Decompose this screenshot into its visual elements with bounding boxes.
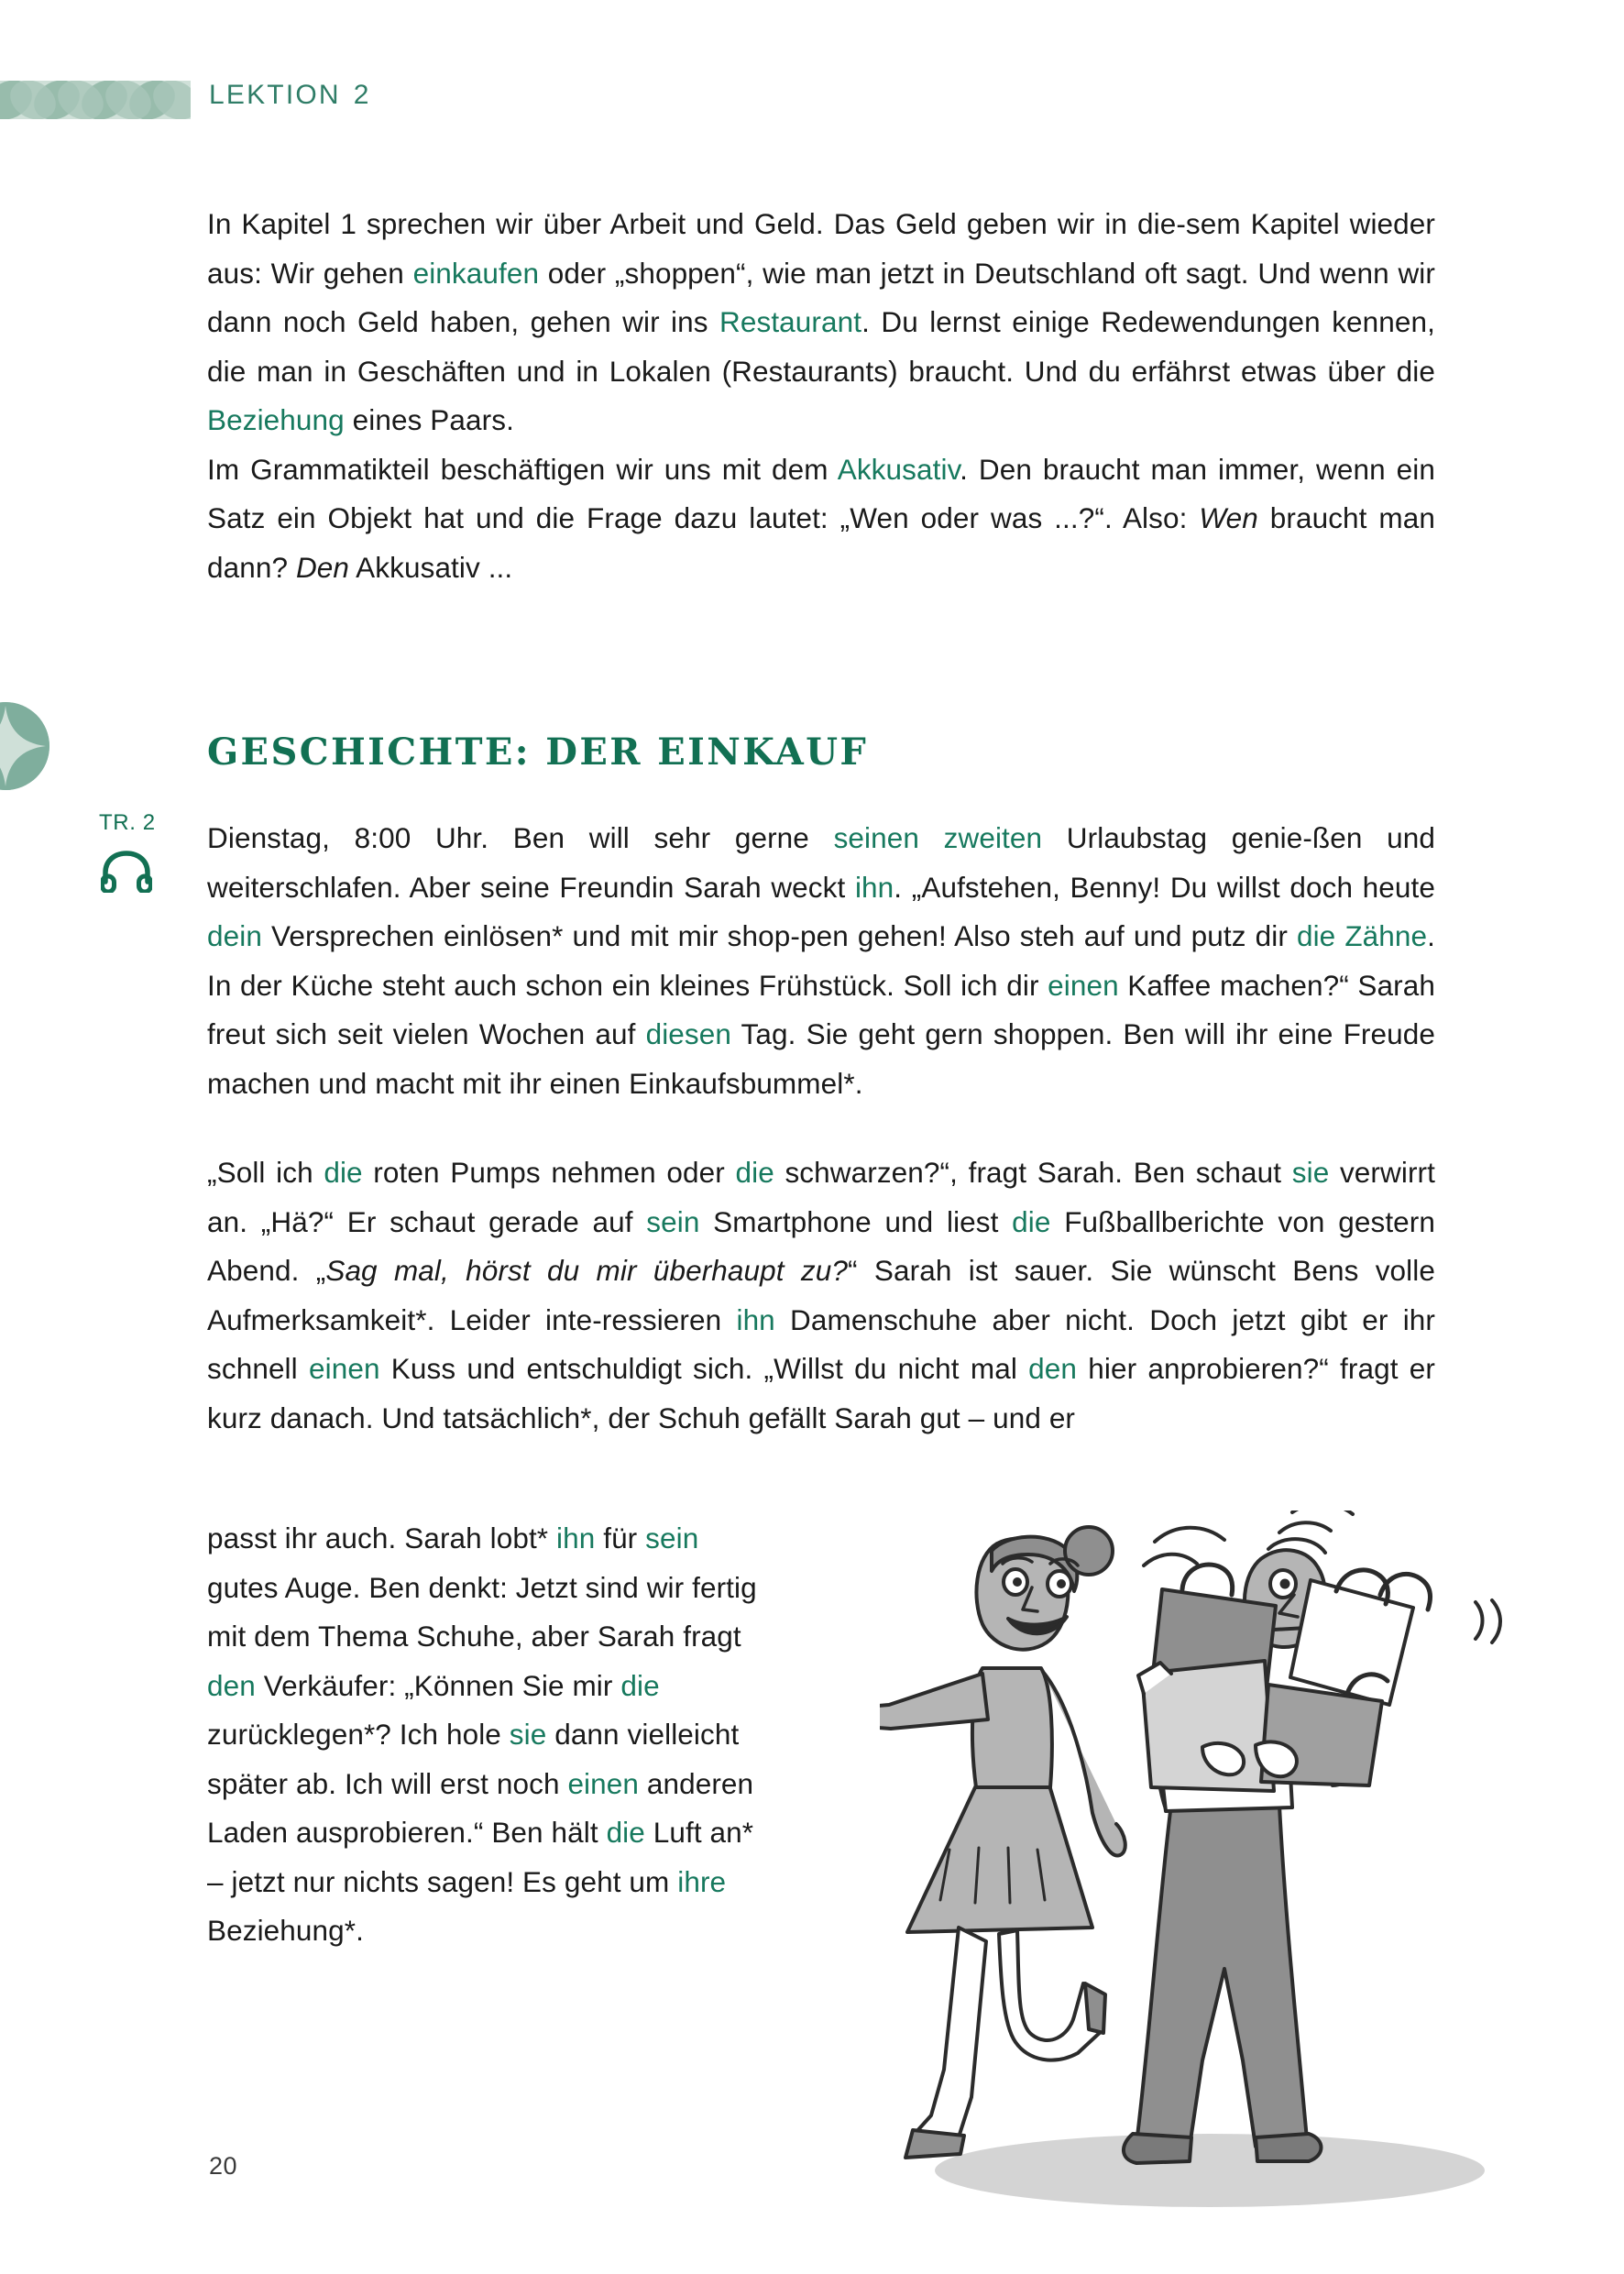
highlighted-term: einen (1048, 968, 1119, 1002)
highlighted-term: die (735, 1156, 774, 1189)
highlighted-term: die (620, 1668, 660, 1702)
italic-term: Den (295, 550, 350, 584)
italic-term: Sag mal, hörst du mir überhaupt zu? (325, 1254, 849, 1287)
highlighted-term: den (207, 1668, 256, 1702)
highlighted-term: sein (646, 1204, 700, 1238)
story-wrap-column (207, 1514, 757, 1956)
highlighted-term: seinen zweiten (833, 821, 1043, 854)
highlighted-term: Restaurant (719, 305, 862, 338)
lesson-header (209, 80, 371, 111)
story-paragraph-2: „Soll ich die roten Pumps nehmen oder die schwarzen?“, fragt Sarah. Ben schaut sie verwirrt an. „Hä?“ Er schaut gerade auf sein Smartphone und liest die Fußballberichte von gestern Abend. „Sag mal, hörst du mir überhaupt zu?“ Sarah ist sauer. Sie wünscht Bens volle Aufmerksamkeit*. Leider inte-ressieren ihn Damenschuhe aber nicht. Doch jetzt gibt er ihr schnell einen Kuss und entschuldigt sich. „Willst du nicht mal den hier anprobieren?“ fragt er kurz danach. Und tatsächlich*, der Schuh gefällt Sarah gut – und er (207, 1156, 1435, 1434)
highlighted-term: den (1028, 1352, 1078, 1385)
highlighted-term: sein (645, 1521, 699, 1554)
highlighted-term: die (1012, 1204, 1051, 1238)
highlighted-term: sie (509, 1718, 547, 1751)
intro-paragraph-2: Im Grammatikteil beschäftigen wir uns mit dem Akkusativ. Den braucht man immer, wenn ein Satz ein Objekt hat und die Frage dazu lautet: „Wen oder was ...?“. Also: Wen braucht man dann? Den Akkusativ ... (207, 452, 1435, 584)
highlighted-term: einkaufen (412, 256, 540, 290)
highlighted-term: Akkusativ (837, 452, 960, 486)
page-number: 20 (209, 2152, 238, 2180)
highlighted-term: ihre (677, 1864, 727, 1898)
headphones-icon (101, 851, 200, 893)
highlighted-term: ihn (556, 1521, 596, 1554)
illustration-couple-shopping (880, 1511, 1576, 2244)
star-circle-icon (0, 702, 49, 790)
highlighted-term: ihn (736, 1302, 775, 1336)
highlighted-term: diesen (645, 1017, 732, 1050)
section-heading-area (0, 695, 1624, 796)
page-header (0, 0, 1624, 137)
page-title: GESCHICHTE: DER EINKAUF (207, 731, 869, 774)
highlighted-term: einen (308, 1352, 380, 1385)
intro-paragraph-1: In Kapitel 1 sprechen wir über Arbeit und Geld. Das Geld geben wir in die-sem Kapitel wieder aus: Wir gehen einkaufen oder „shoppen“, wie man jetzt in Deutschland oft sagt. Und wenn wir dann noch Geld haben, gehen wir ins Restaurant. Du lernst einige Redewendungen kennen, die man in Geschäften und in Lokalen (Restaurants) braucht. Und du erfährst etwas über die Beziehung eines Paars. (207, 207, 1435, 436)
highlighted-term: Beziehung (207, 403, 345, 436)
highlighted-term: dein (207, 919, 262, 952)
track-number-label: TR. 2 (99, 810, 156, 835)
highlighted-term: die (324, 1156, 363, 1189)
italic-term: Wen (1199, 501, 1258, 534)
highlighted-term: die (606, 1816, 645, 1849)
highlighted-term: einen (567, 1766, 640, 1800)
intro-section (207, 200, 1435, 592)
story-paragraph-3: passt ihr auch. Sarah lobt* ihn für sein gutes Auge. Ben denkt: Jetzt sind wir fertig mit dem Thema Schuhe, aber Sarah fragt den Verkäufer: „Können Sie mir die zurücklegen*? Ich hole sie dann vielleicht später ab. Ich will erst noch einen anderen Laden ausprobieren.“ Ben hält die Luft an* – jetzt nur nichts sagen! Es geht um ihre Beziehung*. (207, 1521, 757, 1947)
audio-track-marker (99, 810, 200, 893)
lesson-number: 2 (353, 80, 371, 110)
lesson-label-text: LEKTION (209, 80, 341, 110)
story-paragraph-1: Dienstag, 8:00 Uhr. Ben will sehr gerne seinen zweiten Urlaubstag genie-ßen und weiterschlafen. Aber seine Freundin Sarah weckt ihn. „Aufstehen, Benny! Du willst doch heute dein Versprechen einlösen* und mit mir shop-pen gehen! Also steh auf und putz dir die Zähne. In der Küche steht auch schon ein kleines Frühstück. Soll ich dir einen Kaffee machen?“ Sarah freut sich seit vielen Wochen auf diesen Tag. Sie geht gern shoppen. Ben will ihr eine Freude machen und macht mit ihr einen Einkaufsbummel*. (207, 821, 1435, 1100)
story-section (207, 814, 1435, 1443)
decorative-ribbon-pattern (0, 81, 191, 119)
highlighted-term: die Zähne (1296, 919, 1428, 952)
highlighted-term: ihn (854, 870, 894, 904)
highlighted-term: sie (1291, 1156, 1330, 1189)
